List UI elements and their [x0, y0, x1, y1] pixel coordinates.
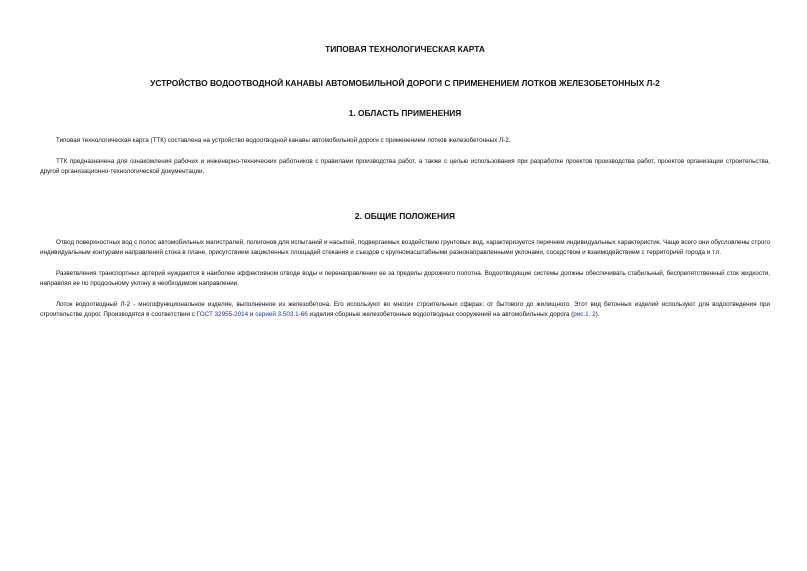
- paragraph-text: изделия сборные железобетонные водоотводных сооружений на автомобильных дорога (: [307, 311, 574, 318]
- section-1-heading: 1. ОБЛАСТЬ ПРИМЕНЕНИЯ: [348, 108, 462, 118]
- document-title: ТИПОВАЯ ТЕХНОЛОГИЧЕСКАЯ КАРТА: [325, 44, 485, 54]
- section-2-heading: 2. ОБЩИЕ ПОЛОЖЕНИЯ: [354, 211, 456, 221]
- section-1-paragraph-1: Типовая технологическая карта (ТТК) составлена на устройство водоотводной канавы автомобильной дороги с применением лотков железобетонных Л-2.: [56, 137, 511, 144]
- section-2-paragraph-1: Отвод поверхностных вод с полос автомобильных магистралей, полигонов для испытаний и насыпей, подвергаемых воздействию грунтовых вод, характеризуется перечнем индивидуальных характеристик. Чаще всего они обусловлены строго индивидуальным контурами направлений стока в плане, присутствием зацикленных площадей стекания и съездов с крупномасштабными разнонаправленными уклонами, соседством и взаимодействием с территорией города и т.п.: [40, 239, 770, 256]
- paragraph-text: Лоток водоотводный Л-2 - многофункциональное изделие, выполненное из железобетона. Его используют во многих строительных сферах: от бытового до жилищного. Этот вид бетонных изделий используют для водоотведения при строительстве дорог. Производятся в соответствии с: [40, 301, 770, 318]
- section-2-paragraph-3: [40, 300, 770, 320]
- paragraph-text: и: [248, 311, 256, 318]
- series-3-503-1-66-link[interactable]: серией 3.503.1-66: [255, 311, 308, 318]
- figure-1-2-link[interactable]: рис.1, 2: [573, 311, 596, 318]
- paragraph-text: ).: [595, 311, 600, 318]
- section-2-paragraph-2: Разветвления транспортных артерий нуждаются в наиболее эффективном отводе воды и перенаправлении ее за пределы дорожного полотна. Водоотводящие системы должны обеспечивать стабильный, беспрепятственный сток жидкости, направляя ее по продольному уклону в необходимом направлении.: [40, 270, 770, 287]
- gost-32955-2014-link[interactable]: ГОСТ 32955-2014: [196, 311, 249, 318]
- section-1-paragraph-2: ТТК предназначена для ознакомления рабочих и инженерно-технических работников с правилами производства работ, а также с целью использования при разработке проектов производства работ, проектов организации строительства, другой организационно-технологической документации.: [40, 158, 770, 175]
- document-subtitle: УСТРОЙСТВО ВОДООТВОДНОЙ КАНАВЫ АВТОМОБИЛЬНОЙ ДОРОГИ С ПРИМЕНЕНИЕМ ЛОТКОВ ЖЕЛЕЗОБЕТОННЫХ Л-2: [150, 78, 660, 88]
